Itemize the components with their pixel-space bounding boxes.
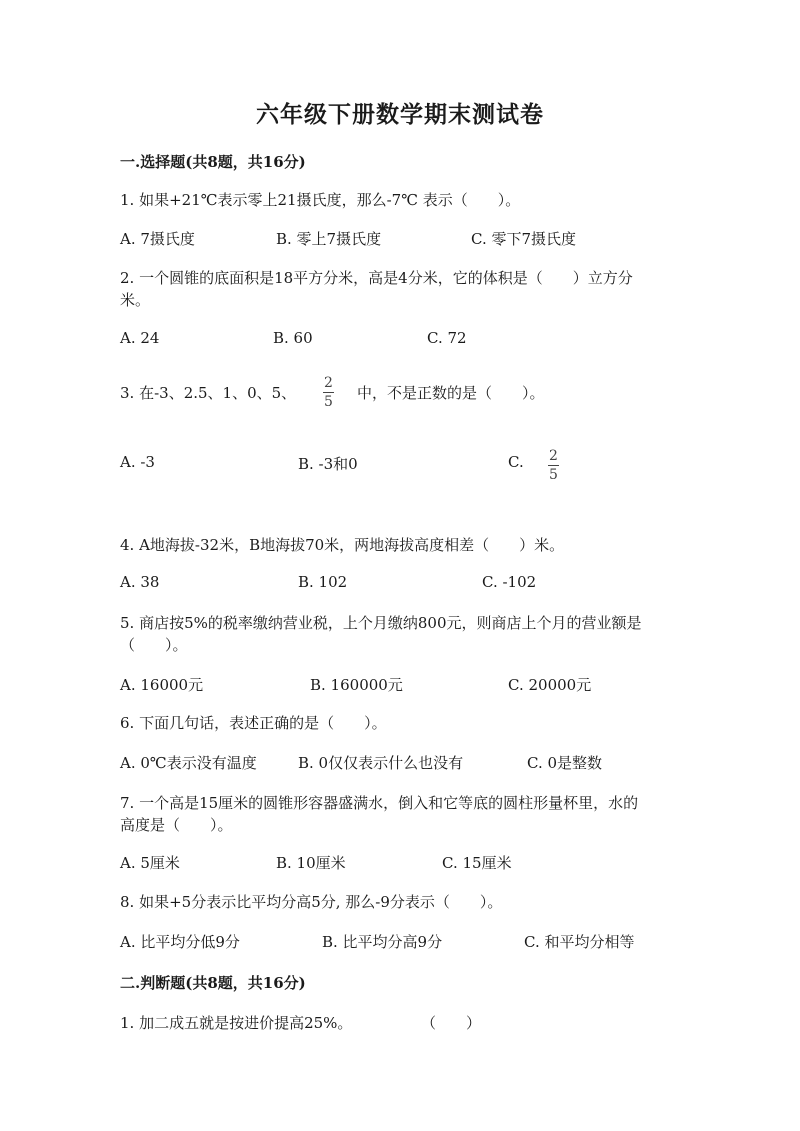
question-1-option-a: A. 7摄氏度	[120, 230, 195, 248]
question-7-option-a: A. 5厘米	[120, 854, 180, 872]
true-false-question-1-answer-paren: （ ）	[421, 1014, 482, 1032]
question-3-option-b: B. -3和0	[298, 455, 358, 473]
page-title: 六年级下册数学期末测试卷	[256, 101, 544, 128]
fraction-bar	[323, 392, 334, 393]
question-4-option-c: C. -102	[482, 573, 537, 591]
question-2-option-c: C. 72	[427, 329, 467, 347]
true-false-question-1-stem: 1. 加二成五就是按进价提高25%。	[120, 1014, 353, 1032]
question-5-stem-line-2: （ ）。	[120, 636, 188, 654]
question-5-option-b: B. 160000元	[310, 676, 403, 694]
fraction-denominator: 5	[324, 394, 333, 410]
question-7-stem-line-2: 高度是（ ）。	[120, 816, 233, 834]
section-heading-multiple-choice: 一.选择题(共8题，共16分)	[120, 153, 306, 171]
fraction-denominator: 5	[549, 467, 558, 483]
question-8-option-a: A. 比平均分低9分	[120, 933, 240, 951]
question-3-option-c-fraction	[548, 448, 559, 483]
question-6-stem: 6. 下面几句话，表述正确的是（ ）。	[120, 714, 387, 732]
question-7-option-b: B. 10厘米	[276, 854, 346, 872]
question-3-stem-part-2: 中，不是正数的是（ ）。	[357, 384, 545, 402]
question-7-stem-line-1: 7. 一个高是15厘米的圆锥形容器盛满水，倒入和它等底的圆柱形量杯里，水的	[120, 794, 639, 812]
question-1-option-b: B. 零上7摄氏度	[276, 230, 382, 248]
question-4-stem: 4. A地海拔-32米，B地海拔70米，两地海拔高度相差（ ）米。	[120, 536, 565, 554]
question-5-stem-line-1: 5. 商店按5%的税率缴纳营业税，上个月缴纳800元，则商店上个月的营业额是	[120, 614, 642, 632]
question-2-option-a: A. 24	[120, 329, 160, 347]
question-4-option-b: B. 102	[298, 573, 348, 591]
question-5-option-c: C. 20000元	[508, 676, 592, 694]
question-2-option-b: B. 60	[273, 329, 313, 347]
question-8-option-b: B. 比平均分高9分	[322, 933, 443, 951]
question-6-option-c: C. 0是整数	[527, 754, 603, 772]
fraction-numerator: 2	[549, 448, 558, 464]
question-2-stem-line-1: 2. 一个圆锥的底面积是18平方分米，高是4分米，它的体积是（ ）立方分	[120, 269, 633, 287]
fraction-bar	[548, 465, 559, 466]
question-8-option-c: C. 和平均分相等	[524, 933, 635, 951]
question-3-fraction	[323, 375, 334, 410]
question-3-stem-part-1: 3. 在-3、2.5、1、0、5、	[120, 384, 297, 402]
question-7-option-c: C. 15厘米	[442, 854, 512, 872]
fraction-numerator: 2	[324, 375, 333, 391]
question-6-option-b: B. 0仅仅表示什么也没有	[298, 754, 464, 772]
question-1-option-c: C. 零下7摄氏度	[471, 230, 577, 248]
question-4-option-a: A. 38	[120, 573, 160, 591]
question-1-stem: 1. 如果+21℃表示零上21摄氏度，那么-7℃ 表示（ ）。	[120, 191, 521, 209]
question-8-stem: 8. 如果+5分表示比平均分高5分, 那么-9分表示（ ）。	[120, 893, 503, 911]
question-3-option-c: C.	[508, 453, 524, 471]
section-heading-true-false: 二.判断题(共8题，共16分)	[120, 974, 306, 992]
question-6-option-a: A. 0℃表示没有温度	[120, 754, 257, 772]
question-3-option-a: A. -3	[120, 453, 155, 471]
question-5-option-a: A. 16000元	[120, 676, 204, 694]
question-2-stem-line-2: 米。	[120, 291, 151, 309]
